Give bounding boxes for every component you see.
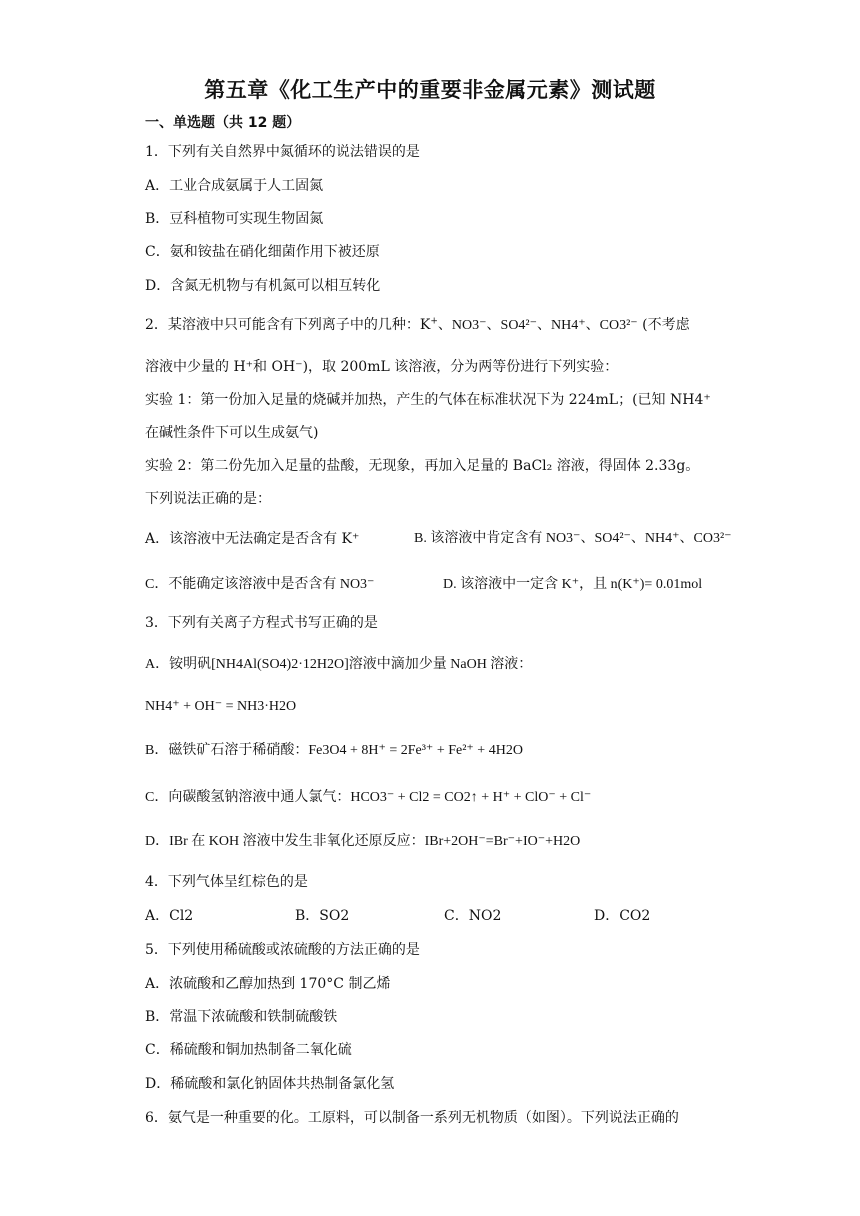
question-4-option-a: A．Cl2 [145, 908, 194, 924]
question-1-option-a: A．工业合成氨属于人工固氮 [145, 178, 324, 194]
page-title: 第五章《化工生产中的重要非金属元素》测试题 [204, 78, 656, 102]
section-heading: 一、单选题（共 12 题） [145, 115, 301, 131]
question-3-option-a: A．铵明矾[NH4Al(SO4)2·12H2O]溶液中滴加少量 NaOH 溶液： [145, 657, 533, 672]
question-4-option-b: B．SO2 [295, 908, 350, 924]
question-4-option-d: D．CO2 [594, 908, 651, 924]
question-5-option-d: D．稀硫酸和氯化钠固体共热制备氯化氢 [145, 1076, 395, 1092]
question-5-option-c: C．稀硫酸和铜加热制备二氧化硫 [145, 1042, 352, 1058]
question-3-option-c: C．向碳酸氢钠溶液中通人氯气：HCO3⁻ + Cl2 = CO2↑ + H⁺ + ClO⁻ + Cl⁻ [145, 790, 592, 805]
question-3-stem: 3．下列有关离子方程式书写正确的是 [145, 615, 378, 631]
question-5-option-b: B．常温下浓硫酸和铁制硫酸铁 [145, 1009, 338, 1025]
question-5-stem: 5．下列使用稀硫酸或浓硫酸的方法正确的是 [145, 942, 420, 958]
question-2-experiment-1-line1: 实验 1：第一份加入足量的烧碱并加热，产生的气体在标准状况下为 224mL；(已知 NH4⁺ [145, 392, 711, 408]
question-2-stem-end: (不考虑 [642, 317, 690, 333]
question-2-option-d: D. 该溶液中一定含 K⁺，且 n(K⁺)= 0.01mol [443, 577, 703, 592]
question-2-option-a: A．该溶液中无法确定是否含有 K⁺ [145, 531, 360, 547]
question-3-option-b: B．磁铁矿石溶于稀硝酸：Fe3O4 + 8H⁺ = 2Fe³⁺ + Fe²⁺ + 4H2O [145, 743, 523, 758]
question-1-stem: 1．下列有关自然界中氮循环的说法错误的是 [145, 144, 420, 160]
question-1-option-d: D．含氮无机物与有机氮可以相互转化 [145, 278, 381, 294]
question-3-option-d: D．IBr 在 KOH 溶液中发生非氧化还原反应：IBr+2OH⁻=Br⁻+IO⁻+H2O [145, 834, 581, 849]
question-4-stem: 4．下列气体呈红棕色的是 [145, 874, 308, 890]
question-2-experiment-1-line2: 在碱性条件下可以生成氨气) [145, 425, 319, 441]
question-5-option-a: A．浓硫酸和乙醇加热到 170°C 制乙烯 [145, 976, 391, 992]
question-6-stem: 6．氨气是一种重要的化。工原料，可以制备一系列无机物质（如图）。下列说法正确的 [145, 1110, 679, 1126]
question-2-option-c: C．不能确定该溶液中是否含有 NO3⁻ [145, 577, 375, 592]
question-2-option-b: B. 该溶液中肯定含有 NO3⁻、SO4²⁻、NH4⁺、CO3²⁻ [414, 531, 732, 546]
question-2-prompt: 下列说法正确的是： [145, 491, 271, 507]
question-2-stem: 2．某溶液中只可能含有下列离子中的几种：K+、NO3⁻、SO4²⁻、NH4⁺、CO3²⁻ (不考虑 [145, 316, 690, 333]
question-2-stem-start: 2．某溶液中只可能含有下列离子中的几种：K [145, 317, 431, 333]
question-2-experiment-2: 实验 2：第二份先加入足量的盐酸，无现象，再加入足量的 BaCl₂ 溶液，得固体 2.33g。 [145, 458, 700, 474]
question-1-option-b: B．豆科植物可实现生物固氮 [145, 211, 324, 227]
question-4-option-c: C．NO2 [444, 908, 502, 924]
question-2-stem-line2: 溶液中少量的 H⁺和 OH⁻)，取 200mL 该溶液，分为两等份进行下列实验： [145, 359, 619, 375]
question-3-option-a-equation: NH4⁺ + OH⁻ = NH3·H2O [145, 699, 297, 714]
question-2-ion-list: 、NO3⁻、SO4²⁻、NH4⁺、CO3²⁻ [437, 318, 638, 333]
question-1-option-c: C．氨和铵盐在硝化细菌作用下被还原 [145, 244, 380, 260]
